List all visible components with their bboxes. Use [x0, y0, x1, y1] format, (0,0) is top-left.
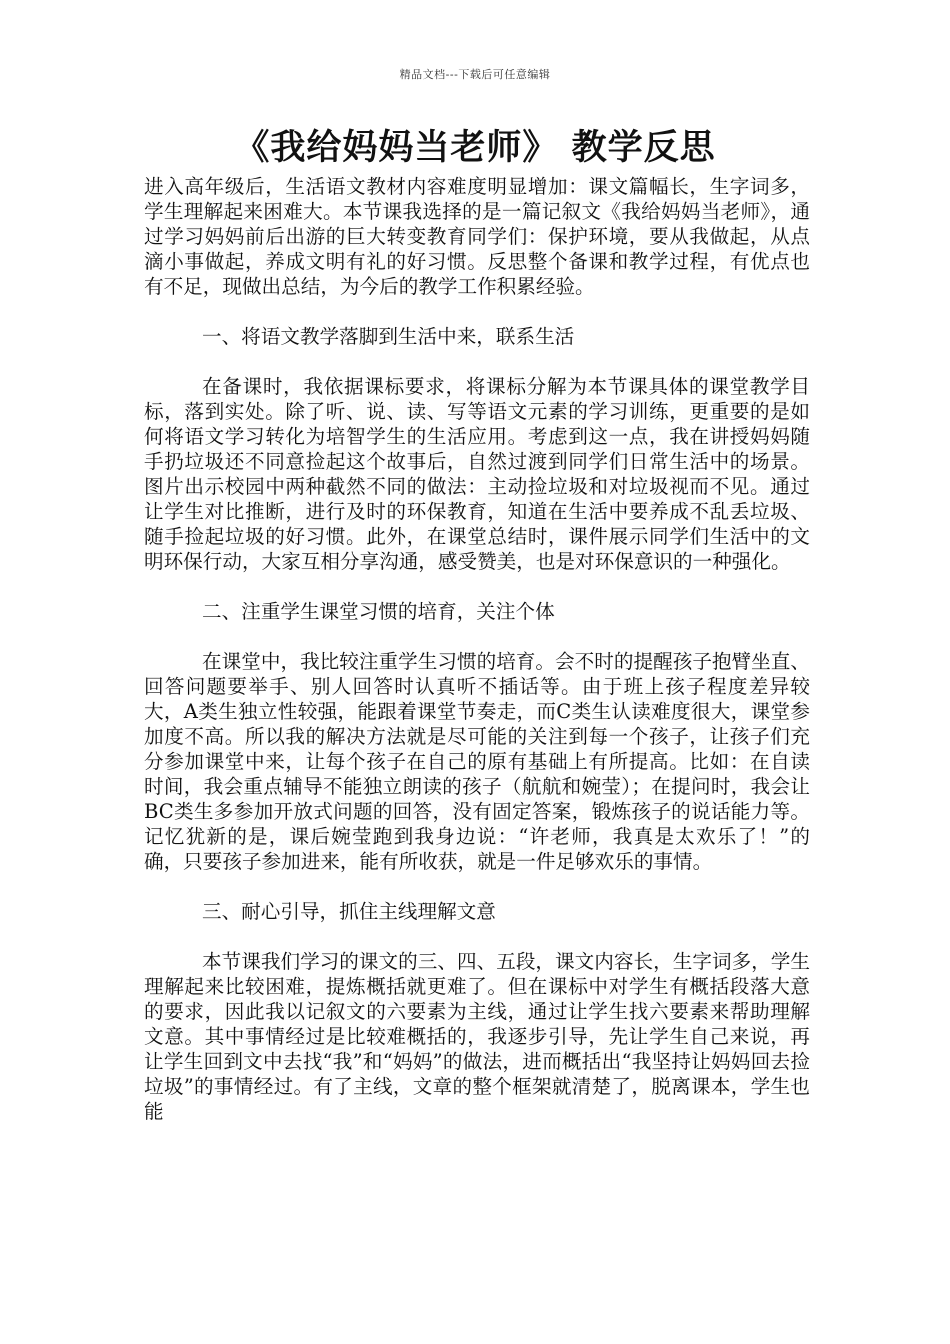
section-paragraph-1: 在备课时，我依据课标要求，将课标分解为本节课具体的课堂教学目标，落到实处。除了听、说、读、写等语文元素的学习训练，更重要的是如何将语文学习转化为培智学生的生活应用。考虑到这一点，我在讲授妈妈随手扔垃圾还不同意捡起这个故事后，自然过渡到同学们日常生活中的场景。图片出示校园中两种截然不同的做法：主动捡垃圾和对垃圾视而不见。通过让学生对比推断，进行及时的环保教育，知道在生活中要养成不乱丢垃圾、随手捡起垃圾的好习惯。此外，在课堂总结时，课件展示同学们生活中的文明环保行动，大家互相分享沟通，感受赞美，也是对环保意识的一种强化。: [144, 375, 810, 573]
document-title: 《我给妈妈当老师》 教学反思: [234, 128, 716, 168]
section-paragraph-2: 在课堂中，我比较注重学生习惯的培育。会不时的提醒孩子抱臂坐直、回答问题要举手、别人回答时认真听不插话等。由于班上孩子程度差异较大，A类生独立性较强，能跟着课堂节奏走，而C类生认读难度很大，课堂参加度不高。所以我的解决方法就是尽可能的关注到每一个孩子，让孩子们充分参加课堂中来，让每个孩子在自己的原有基础上有所提高。比如：在自读时间，我会重点辅导不能独立朗读的孩子（航航和婉莹）；在提问时，我会让BC类生多参加开放式问题的回答，没有固定答案，锻炼孩子的说话能力等。记忆犹新的是，课后婉莹跑到我身边说：“许老师，我真是太欢乐了！”的确，只要孩子参加进来，能有所收获，就是一件足够欢乐的事情。: [144, 650, 810, 873]
section-paragraph-3: 本节课我们学习的课文的三、四、五段，课文内容长，生字词多，学生理解起来比较困难，提炼概括就更难了。但在课标中对学生有概括段落大意的要求，因此我以记叙文的六要素为主线，通过让学生找六要素来帮助理解文意。其中事情经过是比较难概括的，我逐步引导，先让学生自己来说，再让学生回到文中去找“我”和“妈妈”的做法，进而概括出“我坚持让妈妈回去捡垃圾”的事情经过。有了主线，文章的整个框架就清楚了，脱离课本，学生也能: [144, 950, 810, 1123]
section-heading-3: 三、耐心引导，抓住主线理解文意: [202, 900, 496, 923]
document-body: [144, 174, 810, 1124]
section-heading-2: 二、注重学生课堂习惯的培育，关注个体: [202, 600, 555, 623]
header-note: 精品文档---下载后可任意编辑: [399, 68, 551, 81]
intro-paragraph: 进入高年级后，生活语文教材内容难度明显增加：课文篇幅长，生字词多，学生理解起来困难大。本节课我选择的是一篇记叙文《我给妈妈当老师》，通过学习妈妈前后出游的巨大转变教育同学们：保护环境，要从我做起，从点滴小事做起，养成文明有礼的好习惯。反思整个备课和教学过程，有优点也有不足，现做出总结，为今后的教学工作积累经验。: [144, 175, 810, 298]
section-heading-1: 一、将语文教学落脚到生活中来，联系生活: [202, 325, 575, 348]
